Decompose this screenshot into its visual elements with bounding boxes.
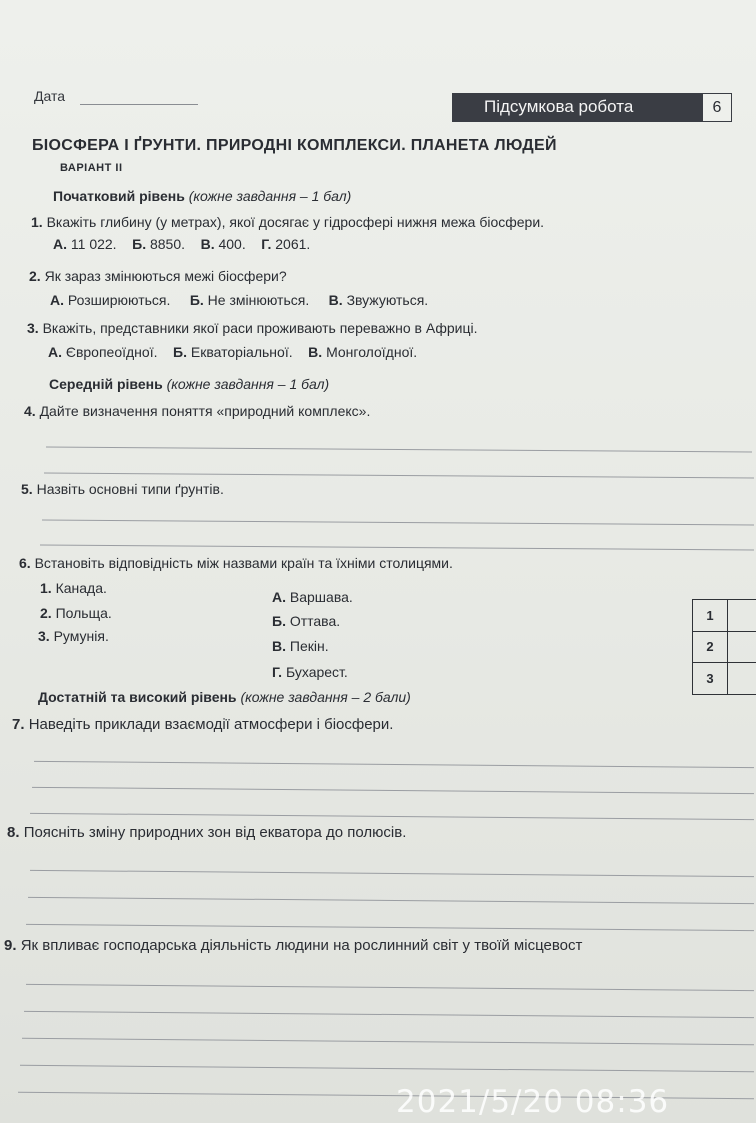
match-left-2 (40, 605, 112, 621)
question-text: Як впливає господарська діяльність людини на рослинний світ у твоїй місцевост (20, 937, 583, 954)
question-text: Наведіть приклади взаємодії атмосфери і біосфери. (28, 716, 394, 733)
option-text: Звужуються. (346, 292, 429, 308)
option-key: Г. (261, 236, 272, 252)
page-title: БІОСФЕРА І ҐРУНТИ. ПРИРОДНІ КОМПЛЕКСИ. ПЛАНЕТА ЛЮДЕЙ (32, 137, 557, 154)
question-number: 5. (21, 481, 33, 497)
option-text: Монголоїдної. (326, 344, 418, 360)
question-text: Вкажіть глибину (у метрах), якої досягає у гідросфері нижня межа біосфери. (46, 214, 545, 230)
row-number: 2 (693, 631, 728, 663)
question-6 (19, 555, 453, 571)
question-5 (21, 481, 224, 497)
table-row (693, 600, 756, 632)
option-key: Б. (189, 292, 204, 308)
row-number: 3 (693, 663, 728, 695)
level-note: (кожне завдання – 1 бал) (188, 188, 352, 204)
question-number: 4. (24, 403, 36, 419)
question-4 (24, 403, 370, 419)
match-key: А. (272, 589, 286, 605)
option-text: 400. (218, 236, 246, 252)
option-text: Європеоїдної. (65, 344, 158, 360)
question-text: Поясніть зміну природних зон від екватора до полюсів. (23, 824, 407, 841)
level-label: Початковий рівень (53, 188, 185, 204)
question-1 (31, 214, 544, 230)
answer-cell[interactable] (728, 600, 756, 632)
answer-line[interactable] (32, 787, 754, 794)
question-number: 1. (31, 214, 43, 230)
level-label: Достатній та високий рівень (38, 689, 237, 705)
answer-options-q3 (48, 344, 417, 360)
question-number: 2. (29, 268, 41, 284)
match-left-3 (38, 628, 109, 644)
option-key: А. (50, 292, 64, 308)
question-8 (7, 824, 406, 841)
option-key: В. (328, 292, 343, 308)
answer-line[interactable] (20, 1065, 754, 1072)
answer-cell[interactable] (728, 663, 756, 695)
answer-matching-table (692, 599, 756, 695)
match-key: В. (272, 638, 286, 654)
option-text: 8850. (149, 236, 186, 252)
match-right-c (272, 638, 329, 654)
question-text: Дайте визначення поняття «природний комплекс». (39, 403, 371, 419)
question-text: Встановіть відповідність між назвами країн та їхніми столицями. (34, 555, 453, 571)
option-text: 2061. (275, 236, 311, 252)
match-left-1 (40, 580, 107, 596)
answer-line[interactable] (30, 870, 754, 877)
level-note: (кожне завдання – 1 бал) (166, 376, 330, 392)
level-heading-high (38, 689, 411, 705)
match-text: Бухарест. (285, 664, 348, 680)
match-text: Канада. (55, 580, 107, 596)
level-note: (кожне завдання – 2 бали) (240, 689, 411, 705)
question-number: 3. (27, 320, 39, 336)
photo-timestamp: 2021/5/20 08:36 (396, 1084, 670, 1120)
option-key: В. (200, 236, 215, 252)
match-right-d (272, 664, 348, 680)
work-title-banner (452, 93, 702, 122)
question-number: 9. (4, 937, 17, 954)
option-key: А. (48, 344, 62, 360)
table-row (693, 663, 756, 695)
row-number: 1 (693, 600, 728, 632)
question-2 (29, 268, 287, 284)
answer-line[interactable] (46, 447, 752, 453)
date-fill-line (80, 104, 198, 105)
option-key: А. (53, 236, 67, 252)
question-number: 8. (7, 824, 20, 841)
answer-line[interactable] (30, 813, 754, 820)
answer-line[interactable] (42, 520, 754, 526)
banner-title: Підсумкова робота (484, 97, 634, 116)
answer-line[interactable] (26, 984, 754, 991)
option-key: Б. (173, 344, 187, 360)
level-heading-middle (49, 376, 329, 392)
question-number: 6. (19, 555, 31, 571)
match-right-a (272, 589, 353, 605)
question-text: Назвіть основні типи ґрунтів. (36, 481, 224, 497)
answer-line[interactable] (44, 473, 754, 479)
option-text: Розширюються. (67, 292, 171, 308)
match-key: 2. (40, 605, 52, 621)
match-text: Пекін. (289, 638, 329, 654)
question-7 (12, 716, 393, 733)
match-key: 1. (40, 580, 52, 596)
answer-line[interactable] (24, 1011, 754, 1018)
table-row (693, 631, 756, 663)
answer-options-q2 (50, 292, 428, 308)
option-text: Екваторіальної. (190, 344, 293, 360)
match-text: Варшава. (289, 589, 353, 605)
match-text: Польща. (55, 605, 112, 621)
question-text: Як зараз змінюються межі біосфери? (44, 268, 287, 284)
date-label: Дата (34, 88, 66, 104)
level-heading-initial (53, 188, 351, 204)
question-3 (27, 320, 477, 336)
answer-line[interactable] (26, 924, 754, 931)
answer-line[interactable] (28, 897, 754, 904)
question-text: Вкажіть, представники якої раси проживають переважно в Африці. (42, 320, 478, 336)
option-text: Не змінюються. (207, 292, 310, 308)
answer-options-q1 (53, 236, 310, 252)
level-label: Середній рівень (49, 376, 163, 392)
match-key: Г. (272, 664, 283, 680)
answer-line[interactable] (34, 761, 754, 768)
option-key: Б. (132, 236, 147, 252)
answer-line[interactable] (40, 545, 754, 551)
question-number: 7. (12, 716, 25, 733)
work-number-box: 6 (702, 93, 732, 122)
match-text: Румунія. (53, 628, 109, 644)
answer-cell[interactable] (728, 631, 756, 663)
match-key: 3. (38, 628, 50, 644)
variant-label: ВАРІАНТ ІІ (60, 162, 123, 174)
answer-line[interactable] (22, 1038, 754, 1045)
match-right-b (272, 613, 340, 629)
question-9 (4, 937, 582, 954)
option-key: В. (308, 344, 323, 360)
option-text: 11 022. (70, 236, 117, 252)
match-key: Б. (272, 613, 286, 629)
match-text: Оттава. (289, 613, 341, 629)
